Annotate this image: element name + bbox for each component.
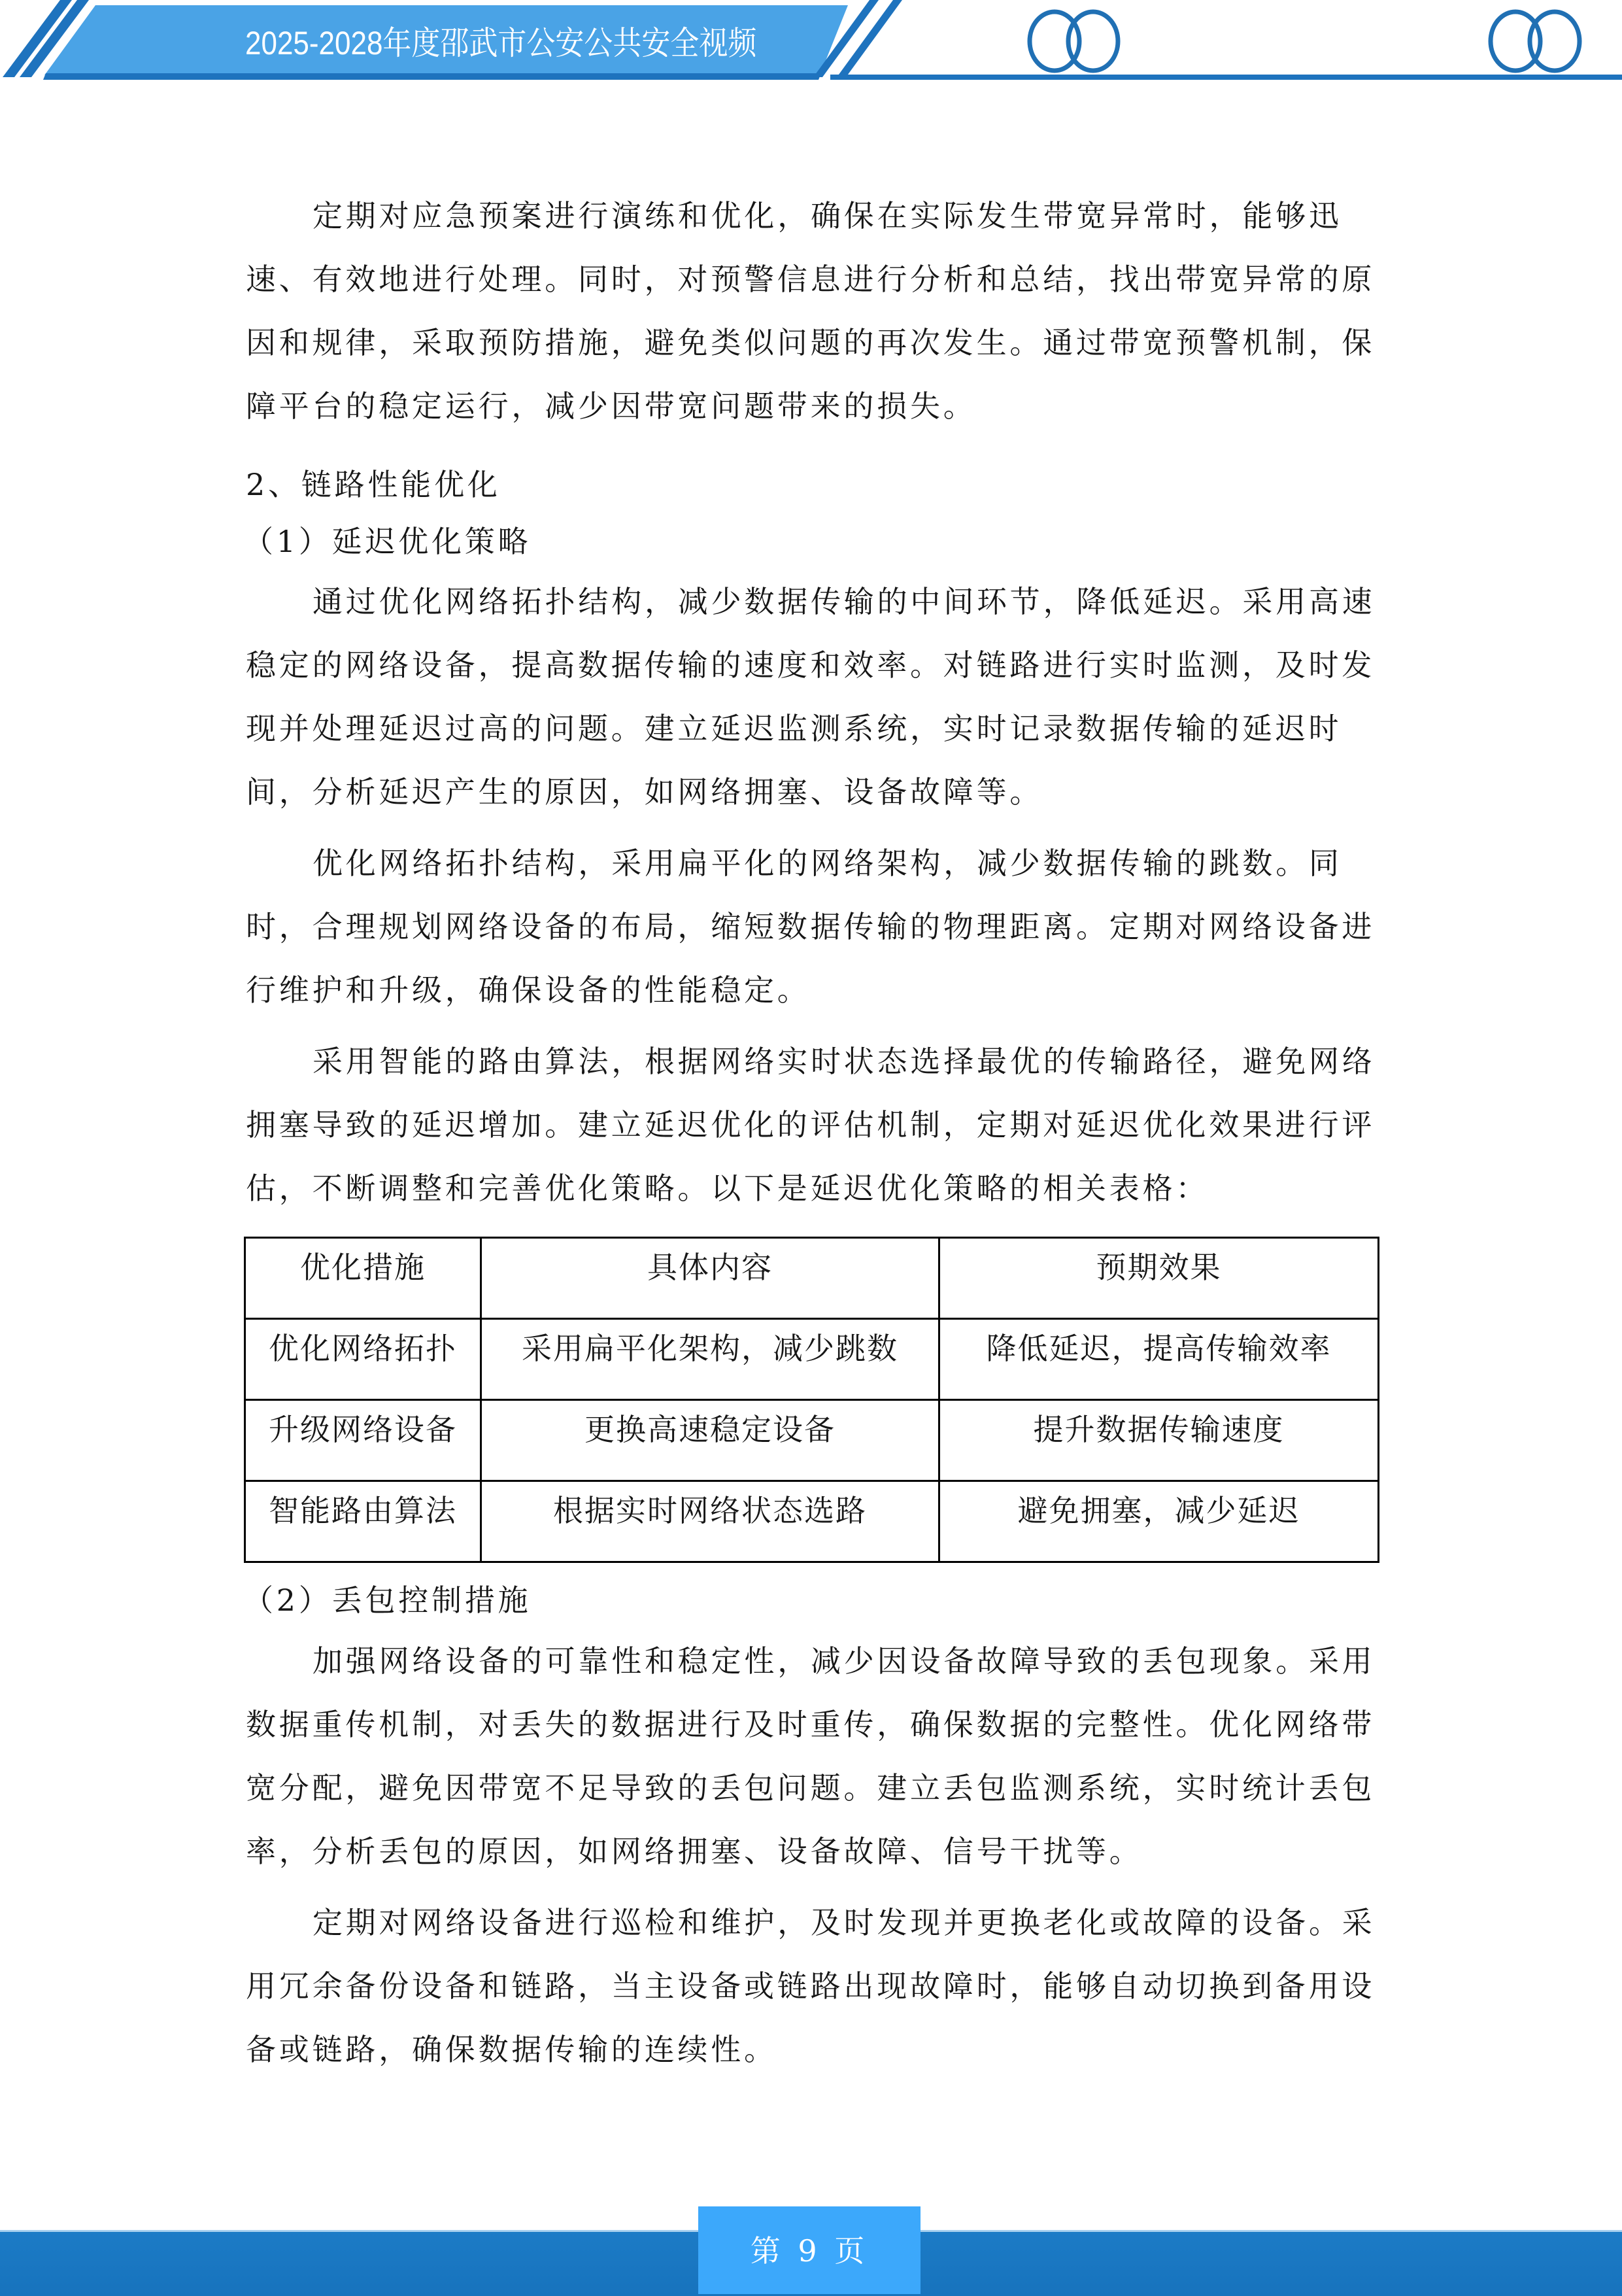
paragraph-line: 加强网络设备的可靠性和稳定性，减少因设备故障导致的丢包现象。采用	[313, 1643, 1376, 1679]
paragraph-line: 行维护和升级，确保设备的性能稳定。	[246, 972, 811, 1008]
paragraph-line: 因和规律，采取预防措施，避免类似问题的再次发生。通过带宽预警机制，保	[246, 325, 1376, 360]
table-cell: 升级网络设备	[245, 1400, 481, 1481]
table-cell: 避免拥塞，减少延迟	[939, 1481, 1379, 1562]
paragraph-line: 备或链路，确保数据传输的连续性。	[246, 2032, 777, 2067]
table-row	[245, 1481, 1379, 1562]
paragraph-line: 估，不断调整和完善优化策略。以下是延迟优化策略的相关表格：	[246, 1171, 1209, 1206]
paragraph-line: 稳定的网络设备，提高数据传输的速度和效率。对链路进行实时监测，及时发	[246, 647, 1376, 683]
paragraph-line: 拥塞导致的延迟增加。建立延迟优化的评估机制，定期对延迟优化效果进行评	[246, 1107, 1376, 1142]
paragraph-line: 定期对应急预案进行演练和优化，确保在实际发生带宽异常时，能够迅	[313, 198, 1342, 233]
table-header-cell: 预期效果	[939, 1238, 1379, 1319]
document-title: 2025-2028年度邵武市公安公共安全视频	[245, 25, 757, 61]
paragraph-line: 通过优化网络拓扑结构，减少数据传输的中间环节，降低延迟。采用高速	[313, 584, 1376, 619]
paragraph-line: 速、有效地进行处理。同时，对预警信息进行分析和总结，找出带宽异常的原	[246, 262, 1376, 297]
subsection-heading: （1）延迟优化策略	[243, 524, 532, 559]
table-cell: 采用扁平化架构，减少跳数	[481, 1319, 939, 1400]
paragraph-line: 数据重传机制，对丢失的数据进行及时重传，确保数据的完整性。优化网络带	[246, 1707, 1376, 1742]
paragraph-line: 宽分配，避免因带宽不足导致的丢包问题。建立丢包监测系统，实时统计丢包	[246, 1770, 1376, 1806]
table-header-row	[245, 1238, 1379, 1319]
page-header	[0, 0, 1622, 85]
section-heading: 2、链路性能优化	[246, 467, 501, 502]
paragraph-line: 用冗余备份设备和链路，当主设备或链路出现故障时，能够自动切换到备用设	[246, 1968, 1376, 2004]
paragraph-line: 定期对网络设备进行巡检和维护，及时发现并更换老化或故障的设备。采	[313, 1905, 1376, 1940]
paragraph-line: 现并处理延迟过高的问题。建立延迟监测系统，实时记录数据传输的延迟时	[246, 711, 1342, 746]
table-row	[245, 1400, 1379, 1481]
paragraph-line: 间，分析延迟产生的原因，如网络拥塞、设备故障等。	[246, 774, 1043, 810]
table-cell: 根据实时网络状态选路	[481, 1481, 939, 1562]
table-row	[245, 1319, 1379, 1400]
paragraph-line: 优化网络拓扑结构，采用扁平化的网络架构，减少数据传输的跳数。同	[313, 846, 1342, 881]
table-cell: 更换高速稳定设备	[481, 1400, 939, 1481]
paragraph-line: 率，分析丢包的原因，如网络拥塞、设备故障、信号干扰等。	[246, 1834, 1143, 1869]
latency-optimization-table	[244, 1237, 1379, 1563]
table-header-cell: 具体内容	[481, 1238, 939, 1319]
subsection-heading: （2）丢包控制措施	[243, 1583, 532, 1618]
table-cell: 优化网络拓扑	[245, 1319, 481, 1400]
table-cell: 智能路由算法	[245, 1481, 481, 1562]
paragraph-line: 障平台的稳定运行，减少因带宽问题带来的损失。	[246, 388, 977, 424]
page-number: 第 9 页	[750, 2233, 869, 2269]
table-cell: 提升数据传输速度	[939, 1400, 1379, 1481]
ring-logo-icon	[0, 0, 1622, 85]
table-cell: 降低延迟，提高传输效率	[939, 1319, 1379, 1400]
table-header-cell: 优化措施	[245, 1238, 481, 1319]
paragraph-line: 时，合理规划网络设备的布局，缩短数据传输的物理距离。定期对网络设备进	[246, 909, 1376, 944]
paragraph-line: 采用智能的路由算法，根据网络实时状态选择最优的传输路径，避免网络	[313, 1044, 1376, 1079]
